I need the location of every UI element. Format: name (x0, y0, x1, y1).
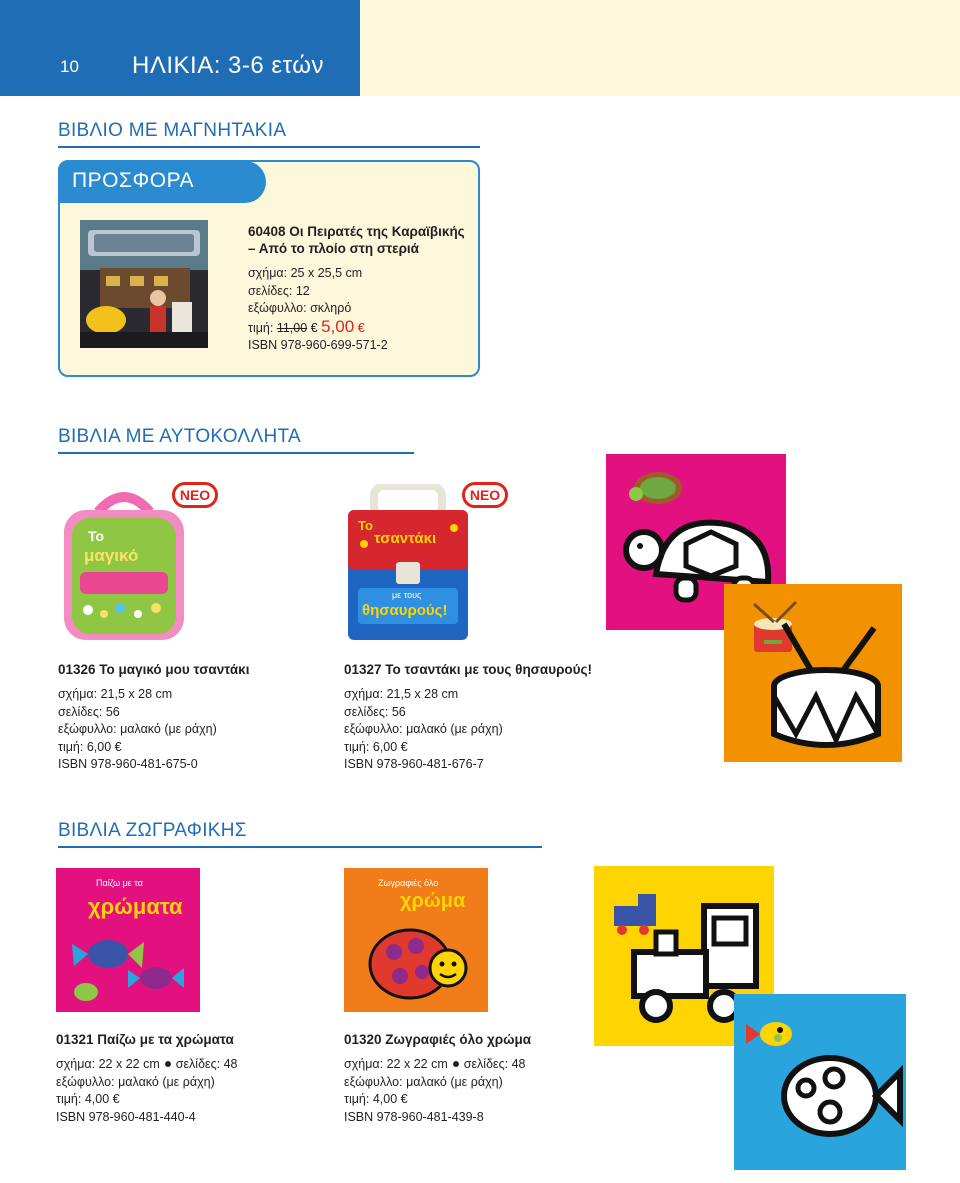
price-line (344, 739, 503, 757)
pages-text: σελίδες: 48 (463, 1057, 526, 1071)
book-specs (344, 1056, 525, 1126)
format-text: σχήμα: 21,5 x 28 cm (344, 687, 459, 701)
cover-text: θησαυρούς! (362, 602, 448, 619)
cover-text: εξώφυλλο: μαλακό (με ράχη) (344, 722, 503, 736)
bullet-icon (453, 1061, 459, 1067)
cover-text: μαγικό (84, 546, 139, 565)
page-number: 10 (60, 57, 79, 76)
format-pages-line (344, 1056, 525, 1074)
euro-sign: € (400, 1092, 408, 1106)
new-badge: ΝΕΟ (462, 482, 508, 508)
section-divider (58, 146, 480, 148)
cover-text: με τους (392, 590, 422, 600)
isbn-text: ISBN 978-960-481-439-8 (344, 1109, 484, 1124)
page-title: ΗΛΙΚΙΑ: 3-6 ετών (132, 52, 324, 79)
book-subtitle: – Από το πλοίο στη στεριά (248, 241, 419, 256)
bullet-icon (165, 1061, 171, 1067)
price-text: τιμή: 4,00 (344, 1092, 398, 1106)
book-title: 01321 Παίζω με τα χρώματα (56, 1032, 234, 1047)
format-text: σχήμα: 22 x 22 cm (344, 1057, 448, 1071)
section-title-painting: ΒΙΒΛΙΑ ΖΩΓΡΑΦΙΚΗΣ (58, 820, 247, 841)
book-cover-pirates (80, 220, 208, 348)
euro-sign-red: € (357, 320, 365, 335)
header-background (360, 0, 960, 96)
offer-label: ΠΡΟΣΦΟΡΑ (58, 161, 266, 203)
euro-sign: € (310, 320, 318, 335)
book-specs (58, 686, 217, 774)
isbn-text: ISBN 978-960-481-675-0 (58, 757, 198, 771)
new-badge: ΝΕΟ (172, 482, 218, 508)
book-title: 01320 Ζωγραφιές όλο χρώμα (344, 1032, 532, 1047)
euro-sign: € (112, 1092, 120, 1106)
price-label: τιμή: (248, 320, 277, 335)
cover-text: τσαντάκι (374, 530, 437, 547)
cover-text: εξώφυλλο: μαλακό (με ράχη) (56, 1074, 215, 1089)
price-line (58, 739, 217, 757)
book-specs (56, 1056, 237, 1126)
section-title-magnets: ΒΙΒΛΙΟ ΜΕ ΜΑΓΝΗΤΑΚΙΑ (58, 120, 287, 141)
format-pages-line (56, 1056, 237, 1074)
book-title: 01326 Το μαγικό μου τσαντάκι (58, 662, 250, 677)
pages-text: σελίδες: 48 (175, 1057, 238, 1071)
format-text: σχήμα: 21,5 x 28 cm (58, 687, 173, 701)
cover-text: Το (358, 518, 373, 533)
section-title-stickers: ΒΙΒΛΙΑ ΜΕ ΑΥΤΟΚΟΛΛΗΤΑ (58, 426, 302, 447)
price-line (56, 1091, 237, 1109)
format-text: σχήμα: 25 x 25,5 cm (248, 266, 363, 280)
header-band (0, 0, 360, 96)
drum-illustration (724, 584, 902, 762)
price-text: τιμή: 6,00 (58, 739, 112, 754)
book-cover-play-colors (56, 868, 200, 1012)
price-text: τιμή: 6,00 (344, 739, 398, 754)
cover-text: εξώφυλλο: μαλακό (με ράχη) (344, 1074, 503, 1089)
cover-text: εξώφυλλο: μαλακό (με ράχη) (58, 722, 217, 736)
isbn-text: ISBN 978-960-481-676-7 (344, 757, 484, 771)
isbn-text: ISBN 978-960-481-440-4 (56, 1109, 196, 1124)
cover-text: Το (88, 528, 105, 544)
fish-illustration (734, 994, 906, 1170)
format-text: σχήμα: 22 x 22 cm (56, 1057, 160, 1071)
cover-text: εξώφυλλο: σκληρό (248, 301, 352, 315)
cover-text: χρώματα (88, 894, 183, 919)
cover-text: Ζωγραφιές όλο (378, 878, 439, 888)
book-specs (344, 686, 503, 774)
price-line (344, 1091, 525, 1109)
book-title: 60408 Οι Πειρατές της Καραϊβικής (248, 224, 465, 239)
cover-text: Παίζω με τα (96, 878, 143, 888)
old-price: 11,00 (276, 320, 308, 335)
pages-text: σελίδες: 56 (58, 704, 120, 719)
pages-text: σελίδες: 56 (344, 704, 406, 719)
section-divider (58, 452, 414, 454)
euro-sign: € (400, 739, 408, 754)
euro-sign: € (114, 739, 122, 754)
isbn-text: ISBN 978-960-699-571-2 (248, 338, 388, 352)
book-cover-treasure-bag (344, 484, 472, 642)
price-line (248, 318, 388, 338)
book-title: 01327 Το τσαντάκι με τους θησαυρούς! (344, 662, 593, 677)
price-text: τιμή: 4,00 (56, 1092, 110, 1106)
new-price: 5,00 (321, 316, 355, 336)
book-cover-magic-bag (58, 482, 190, 642)
book-specs (248, 265, 388, 355)
section-divider (58, 846, 542, 848)
cover-text: χρώμα (400, 890, 466, 912)
book-cover-colorful-drawings (344, 868, 488, 1012)
pages-text: σελίδες: 12 (248, 283, 310, 298)
